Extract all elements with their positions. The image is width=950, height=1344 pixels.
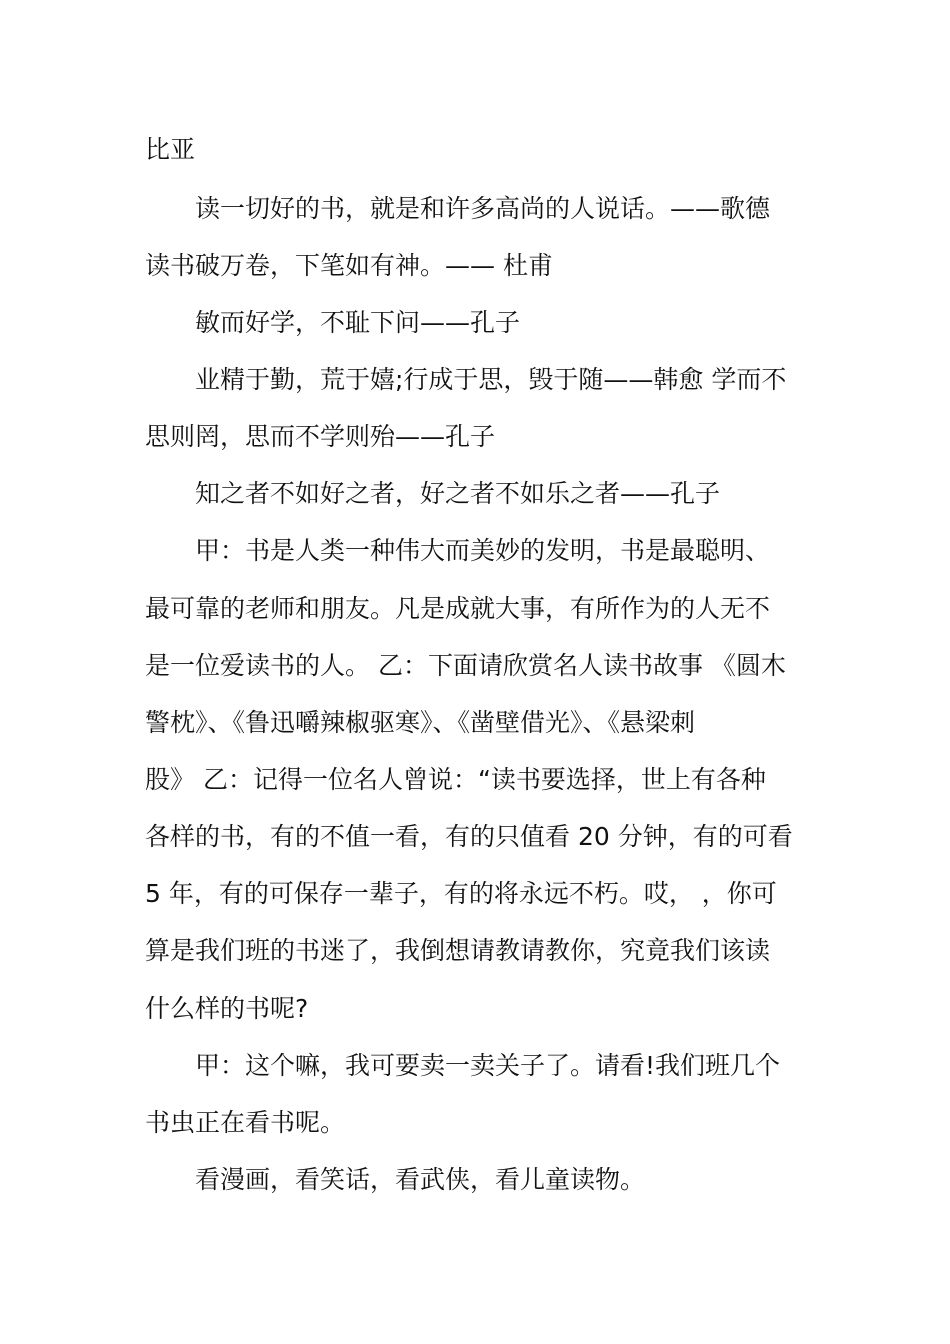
text-line-13: 各样的书，有的不值一看，有的只值看 20 分钟，有的可看 (145, 822, 793, 851)
text-line-11: 警枕》、《鲁迅嚼辣椒驱寒》、《凿壁借光》、《悬梁刺 (145, 708, 696, 737)
text-line-5: 业精于勤，荒于嬉;行成于思，毁于随——韩愈 学而不 (195, 365, 787, 394)
text-line-3: 读书破万卷，下笔如有神。—— 杜甫 (145, 251, 553, 280)
text-line-6: 思则罔，思而不学则殆——孔子 (145, 422, 496, 451)
text-line-9: 最可靠的老师和朋友。凡是成就大事，有所作为的人无不 (145, 594, 771, 623)
text-line-12: 股》 乙：记得一位名人曾说：“读书要选择，世上有各种 (145, 765, 766, 794)
text-line-7: 知之者不如好之者，好之者不如乐之者——孔子 (195, 479, 721, 508)
text-line-10: 是一位爱读书的人。 乙：下面请欣赏名人读书故事 《圆木 (145, 651, 786, 680)
text-line-18: 书虫正在看书呢。 (145, 1108, 346, 1137)
text-line-8: 甲：书是人类一种伟大而美妙的发明，书是最聪明、 (195, 536, 771, 565)
text-line-4: 敏而好学，不耻下问——孔子 (195, 308, 521, 337)
text-line-19: 看漫画，看笑话，看武侠，看儿童读物。 (195, 1165, 646, 1194)
text-line-16: 什么样的书呢? (145, 994, 309, 1023)
text-line-15: 算是我们班的书迷了，我倒想请教请教你，究竟我们该读 (145, 936, 771, 965)
text-line-1: 比亚 (145, 135, 196, 164)
text-line-2: 读一切好的书，就是和许多高尚的人说话。——歌德 (195, 194, 771, 223)
text-line-14: 5 年，有的可保存一辈子，有的将永远不朽。哎， ，你可 (145, 879, 777, 908)
text-line-17: 甲：这个嘛，我可要卖一卖关子了。请看!我们班几个 (195, 1051, 781, 1080)
